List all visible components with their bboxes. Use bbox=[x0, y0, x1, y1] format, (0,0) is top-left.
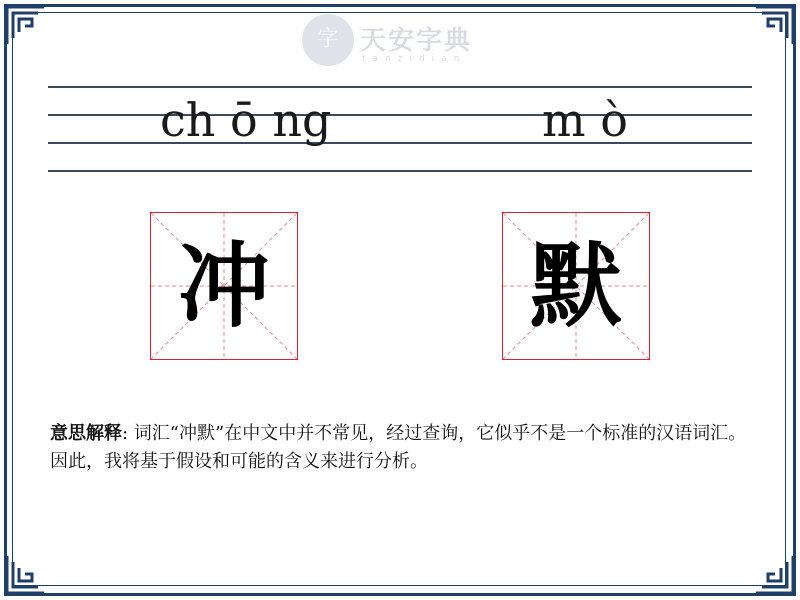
character-grid-first bbox=[150, 212, 298, 360]
meaning-text: : 词汇“冲默”在中文中并不常见，经过查询，它似乎不是一个标准的汉语词汇。因此，我将基于假设和可能的含义来进行分析。 bbox=[50, 423, 747, 472]
character-first: 冲 bbox=[177, 232, 270, 340]
meaning-label: 意思解释 bbox=[50, 423, 122, 444]
logo-emblem-text: 字 bbox=[316, 27, 339, 52]
corner-ornament-icon bbox=[4, 4, 48, 48]
corner-ornament-icon bbox=[752, 552, 796, 596]
logo-subtitle: tanzidian bbox=[362, 54, 467, 64]
pinyin-second: m ò bbox=[542, 93, 628, 147]
meaning-paragraph bbox=[50, 420, 750, 476]
site-logo bbox=[302, 14, 502, 70]
corner-ornament-icon bbox=[4, 552, 48, 596]
logo-emblem-icon bbox=[302, 14, 354, 66]
ruled-line bbox=[48, 142, 752, 144]
pinyin-first: ch ō ng bbox=[160, 93, 332, 147]
pinyin-ruled-lines bbox=[48, 86, 752, 174]
character-grid-second bbox=[502, 212, 650, 360]
character-second: 默 bbox=[529, 232, 622, 340]
ruled-line bbox=[48, 86, 752, 88]
ruled-line bbox=[48, 170, 752, 172]
logo-title: 天安字典 bbox=[360, 26, 473, 56]
corner-ornament-icon bbox=[752, 4, 796, 48]
ruled-line bbox=[48, 114, 752, 116]
